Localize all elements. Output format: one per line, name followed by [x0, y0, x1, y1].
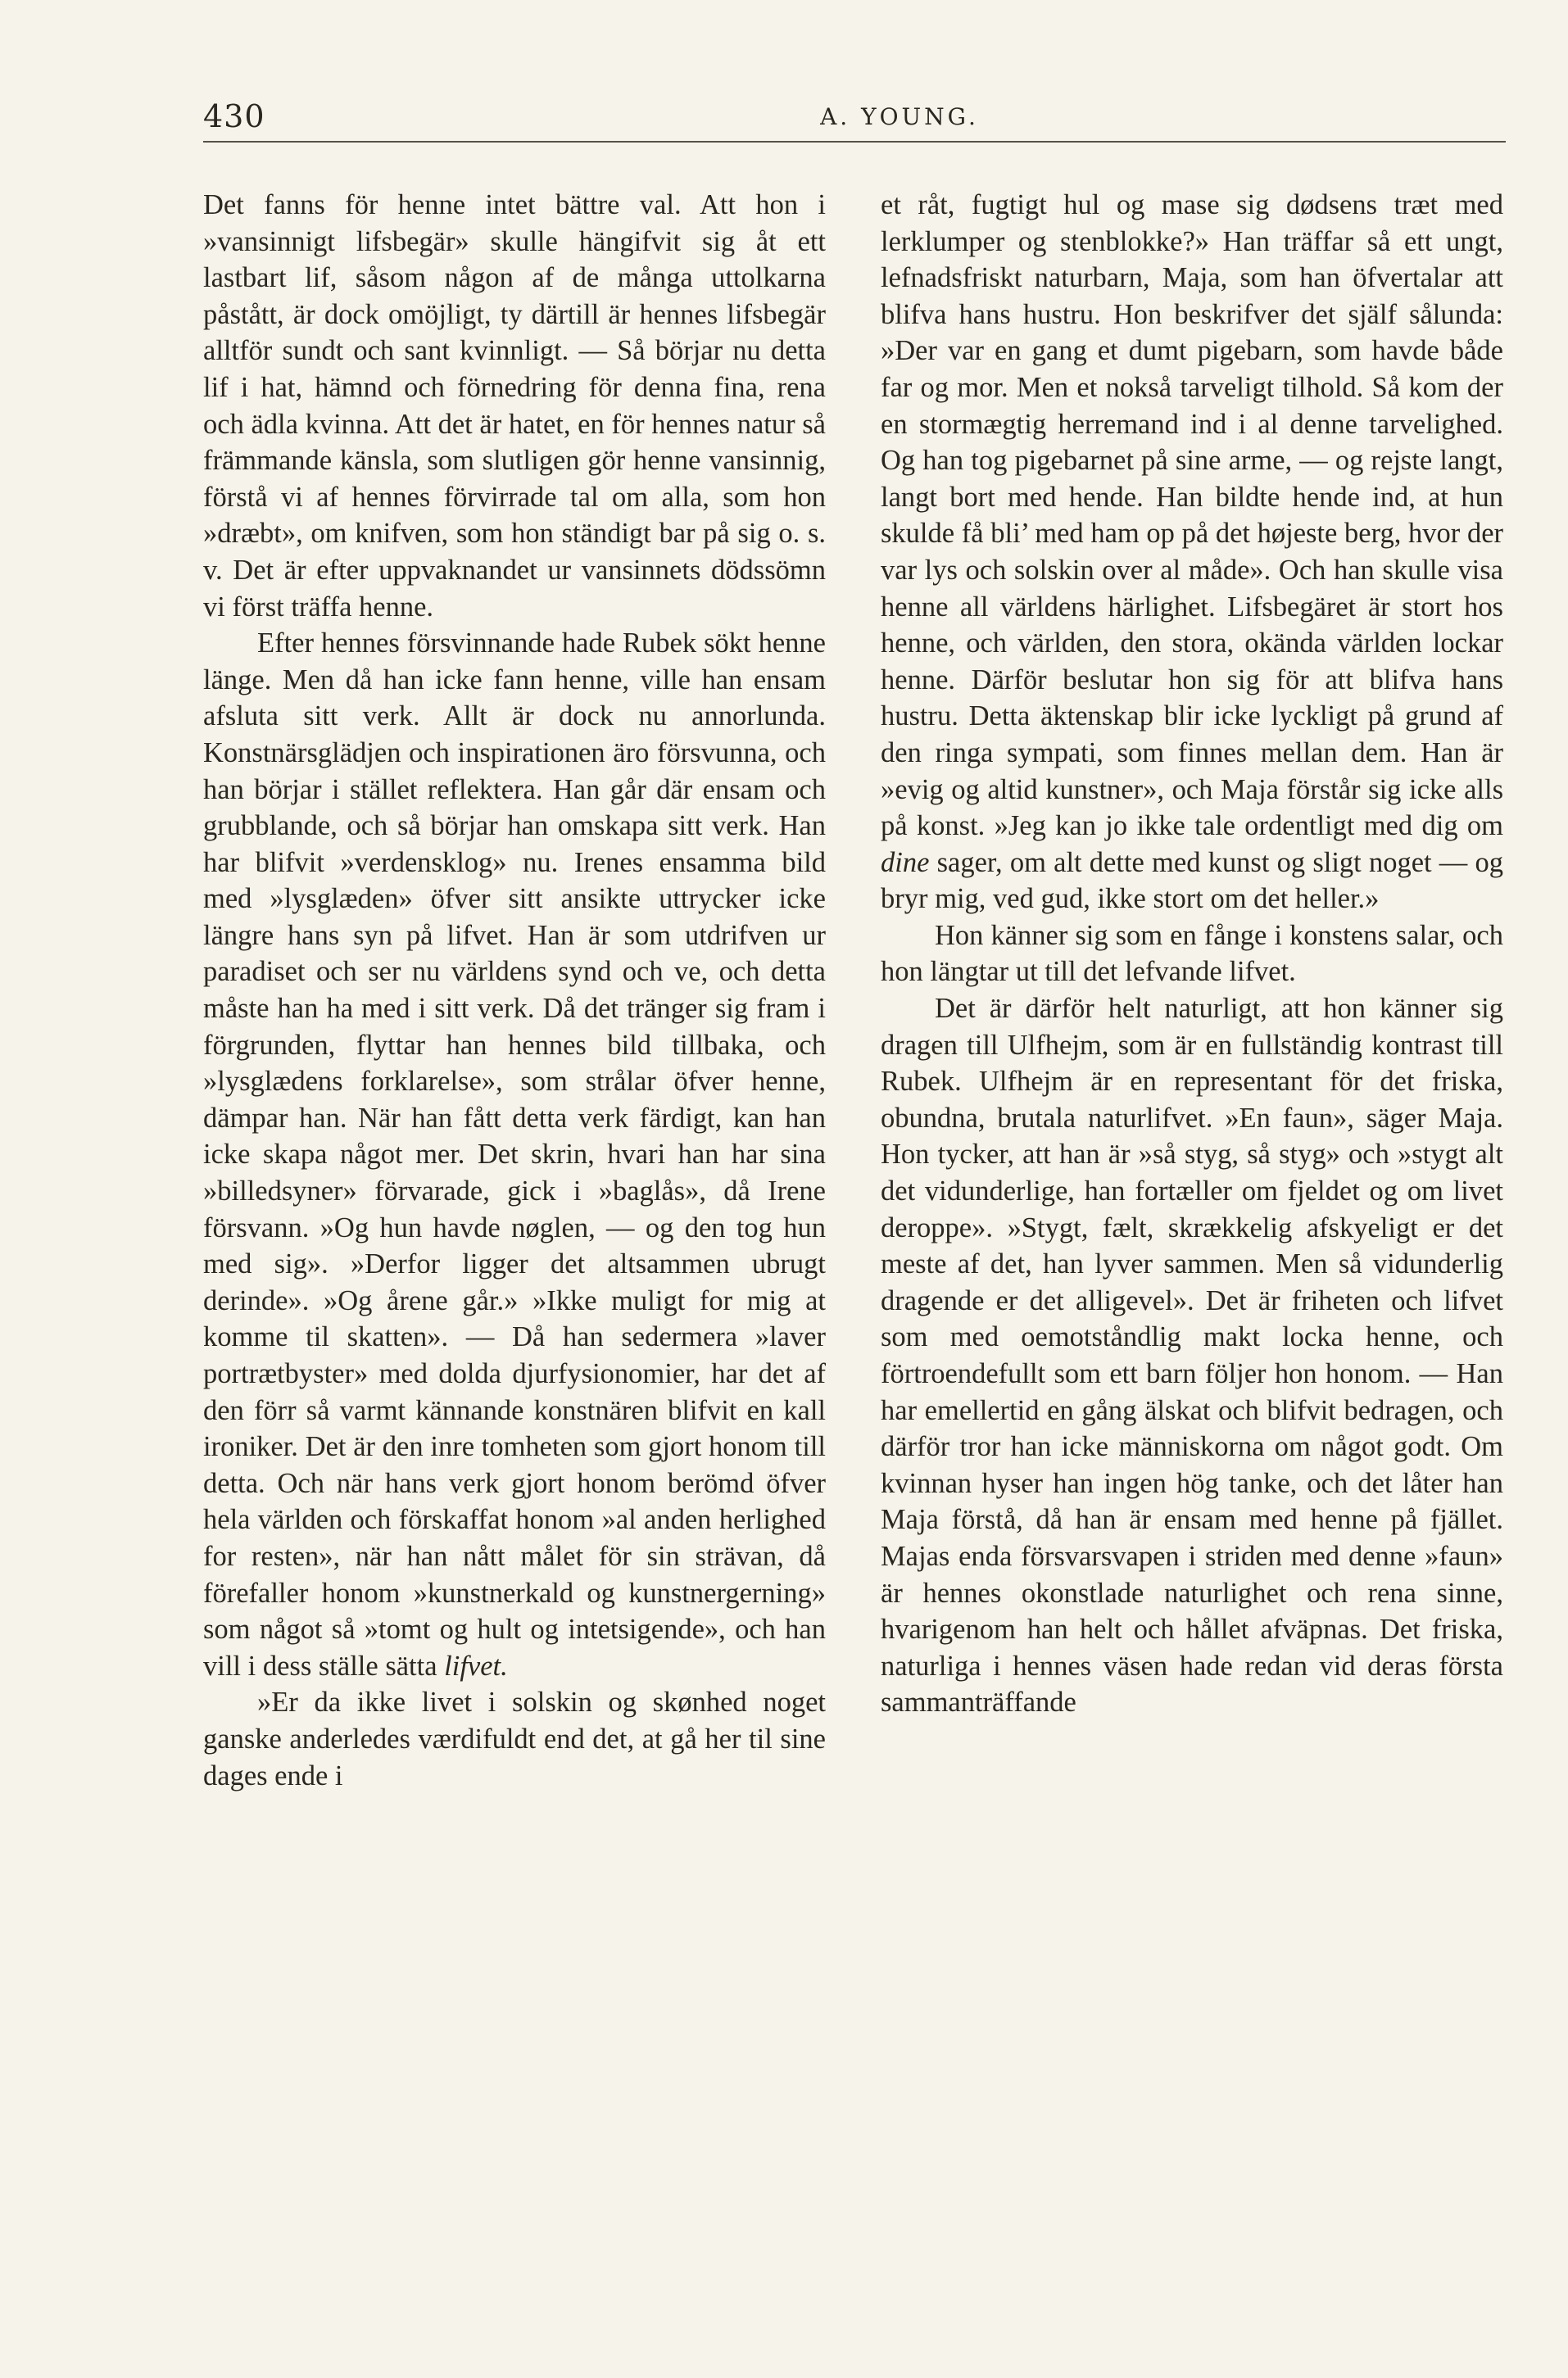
- paragraph-text: et råt, fugtigt hul og mase sig dødsens træt med lerklumper og stenblokke?» Han träffar så ett ungt, lefnadsfriskt naturbarn, Maja, som han öfvertalar att blifva hans hustru. Hon beskrifver det själf sålunda: »Der var en gang et dumt pigebarn, som havde både far og mor. Men et nokså tarveligt tilhold. Så kom der en stormægtig herremand ind i al denne tarvelighed. Og han tog pigebarnet på sine arme, — og rejste langt, langt bort med hende. Han bildte hende ind, at hun skulde få bli’ med ham op på det højeste berg, hvor der var lys och solskin over al måde». Och han skulle visa henne all världens härlighet. Lifsbegäret är stort hos henne, och världen, den stora, okända världen lockar henne. Därför beslutar hon sig för att blifva hans hustru. Detta äktenskap blir icke lyckligt på grund af den ringa sympati, som finnes mellan dem. Han är »evig og altid kunstner», och Maja förstår sig icke alls på konst. »Jeg kan jo ikke tale ordentligt med dig om: [881, 189, 1503, 842]
- italic-word: lifvet.: [444, 1650, 508, 1682]
- page-number: 430: [203, 98, 265, 134]
- paragraph: [881, 187, 1503, 917]
- paragraph: Hon känner sig som en fånge i konstens salar, och hon längtar ut till det lefvande lifvet.: [881, 919, 1503, 988]
- page-header: [203, 98, 1506, 147]
- running-head: A. YOUNG.: [820, 103, 979, 130]
- header-rule: [203, 141, 1506, 143]
- paragraph: [203, 625, 826, 1684]
- paragraph: Det fanns för henne intet bättre val. Att hon i »vansinnigt lifsbegär» skulle hängifvit sig åt ett lastbart lif, såsom någon af de många uttolkarna påstått, är dock omöjligt, ty därtill är hennes lifsbegär alltför sundt och sant kvinnligt. — Så börjar nu detta lif i hat, hämnd och förnedring för denna fina, rena och ädla kvinna. Att det är hatet, en för hennes natur så främmande känsla, som slutligen gör henne vansinnig, förstå vi af hennes förvirrade tal om alla, som hon »dræbt», om knifven, som hon ständigt bar på sig o. s. v. Det är efter uppvaknandet ur vansinnets dödssömn vi först träffa henne.: [203, 189, 826, 623]
- right-column: [881, 187, 1503, 1721]
- left-column: [203, 187, 826, 1794]
- paragraph: »Er da ikke livet i solskin og skønhed noget ganske anderledes værdifuldt end det, at gå her til sine dages ende i: [203, 1687, 826, 1791]
- paragraph-text: sager, om alt dette med kunst og sligt noget — og bryr mig, ved gud, ikke stort om det heller.»: [881, 846, 1503, 915]
- italic-word: dine: [881, 846, 930, 878]
- paragraph-text: Efter hennes försvinnande hade Rubek sökt henne länge. Men då han icke fann henne, ville han ensam afsluta sitt verk. Allt är dock nu annorlunda. Konstnärsglädjen och inspirationen äro försvunna, och han börjar i stället reflektera. Han går där ensam och grubblande, och så börjar han omskapa sitt verk. Han har blifvit »verdensklog» nu. Irenes ensamma bild med »lysglæden» öfver sitt ansikte uttrycker icke längre hans syn på lifvet. Han är som utdrifven ur paradiset och ser nu världens synd och ve, och detta måste han ha med i sitt verk. Då det tränger sig fram i förgrunden, flyttar han hennes bild tillbaka, och »lysglædens forklarelse», som strålar öfver henne, dämpar han. När han fått detta verk färdigt, kan han icke skapa något mer. Det skrin, hvari han har sina »billedsyner» förvarade, gick i »baglås», då Irene försvann. »Og hun havde nøglen, — og den tog hun med sig». »Derfor ligger det altsammen ubrugt derinde». »Og årene går.» »Ikke muligt for mig at komme til skatten». — Då han sedermera »laver portrætbyster» med dolda djurfysionomier, har det af den förr så varmt kännande konstnären blifvit en kall ironiker. Det är den inre tomheten som gjort honom till detta. Och när hans verk gjort honom berömd öfver hela världen och förskaffat honom »al anden herlighed for resten», när han nått målet för sin strävan, då förefaller honom »kunstnerkald og kunstnergerning» som något så »tomt og hult og intetsigende», och han vill i dess ställe sätta: [203, 627, 826, 1682]
- paragraph: Det är därför helt naturligt, att hon känner sig dragen till Ulfhejm, som är en fullständig kontrast till Rubek. Ulfhejm är en representant för det friska, obundna, brutala naturlifvet. »En faun», säger Maja. Hon tycker, att han är »så styg, så styg» och »stygt alt det vidunderlige, han fortæller om fjeldet og om livet deroppe». »Stygt, fælt, skrækkelig afskyeligt er det meste af det, han lyver sammen. Men så vidunderlig dragende er det alligevel». Det är friheten och lifvet som med oemotståndlig makt locka henne, och förtroendefullt som ett barn följer hon honom. — Han har emellertid en gång älskat och blifvit bedragen, och därför tror han icke människorna om något godt. Om kvinnan hyser han ingen hög tanke, och det låter han Maja förstå, då han är ensam med henne på fjället. Majas enda försvarsvapen i striden med denne »faun» är hennes okonstlade naturlighet och rena sinne, hvarigenom han helt och hållet afväpnas. Det friska, naturliga i hennes väsen hade redan vid deras första sammanträffande: [881, 993, 1503, 1719]
